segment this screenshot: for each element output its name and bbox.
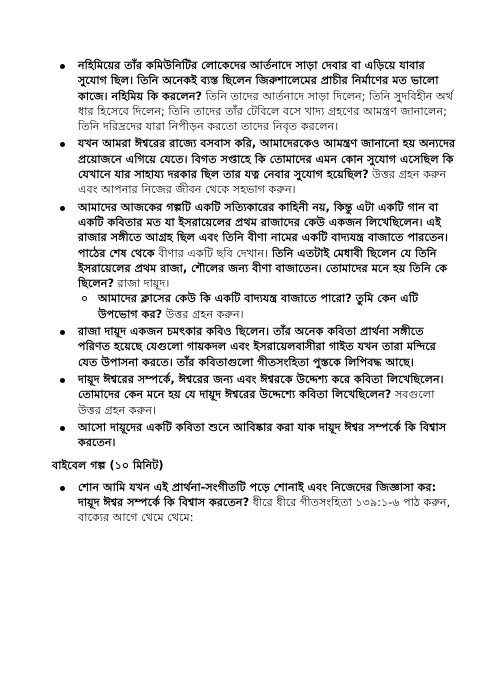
item-bold-text: শোন আমি যখন এই প্রার্থনা-সংগীতটি পড়ে শোনাই এবং নিজেদের জিজ্ঞাসা কর: দায়ূদ ঈশ্বর সম্পর্কে কি বিশ্বাস করতেন?	[78, 480, 437, 510]
item-bold-text: আমাদের ক্লাসের কেউ কি একটি বাদ্যযন্ত্র বাজাতে পারো? তুমি কেন এটি উপভোগ কর?	[98, 292, 419, 321]
bullet-icon	[60, 426, 65, 431]
list-item	[58, 200, 457, 322]
item-bold-text: দায়ূদ ঈশ্বরের সম্পর্কে, ঈশ্বরের জন্য এবং ঈশ্বরকে উদ্দেশ্য করে কবিতা লিখেছিলেন। তোমাদের কেন মনে হয় যে দায়ূদ ঈশ্বরের উদ্দেশ্যে কবিতা লিখেছিলেন?	[78, 372, 444, 402]
list-item	[58, 324, 457, 370]
discussion-list	[58, 58, 457, 450]
item-regular-text: সবগুলো উত্তর গ্রহন করুন।	[78, 388, 435, 417]
item-regular-text: বীণার একটি ছবি দেখান।	[154, 246, 269, 260]
list-item	[58, 372, 457, 418]
list-item	[58, 58, 457, 134]
item-regular-text: উত্তর গ্রহন করুন।	[162, 307, 244, 321]
item-bold-text: আসো দায়ূদের একটি কবিতা শুনে আবিষ্কার করা যাক দায়ূদ ঈশ্বর সম্পর্কে কি বিশ্বাস করতেন।	[78, 420, 447, 450]
bullet-icon	[60, 378, 65, 383]
sub-list	[78, 291, 457, 322]
item-bold-text: নহিমিয়ের তাঁর কমিউনিটির লোকেদের আর্তনাদে সাড়া দেবার বা এড়িয়ে যাবার সুযোগ ছিল। তিনি অনেকই ব্যস্ত ছিলেন জিরুশালেমের প্রাচীর নির্মাণের মত ভালো কাজে। নহিমিয় কি করলেন?	[78, 59, 439, 103]
section-heading: বাইবেল গল্প (১০ মিনিট)	[52, 459, 164, 473]
list-item	[58, 420, 457, 451]
item-regular-text: রাজা দায়ূদ।	[113, 277, 170, 291]
bullet-icon	[60, 64, 65, 69]
item-bold-text: রাজা দায়ূদ একজন চমৎকার কবিও ছিলেন। তাঁর অনেক কবিতা প্রার্থনা সঙ্গীতে পরিণত হয়েছে যেগুলো গায়কদল এবং ইসরায়েলবাসীরা গাইত যখন তারা মন্দিরে যেত উপাসনা করতে। তাঁর কবিতাগুলো গীতসংহিতা পুস্তকে লিপিবদ্ধ আছে।	[78, 325, 436, 369]
bullet-icon	[60, 206, 65, 211]
list-item	[58, 480, 457, 526]
bullet-icon	[60, 142, 65, 147]
sub-list-item	[78, 291, 457, 322]
item-regular-text: তিনি তাদের আর্তনাদে সাড়া দিলেন; তিনি সুদবিহীন অর্থ ধার হিসেবে দিলেন; তিনি তাদের তাঁর টেবিলে বসে খাদ্য গ্রহণের আমন্ত্রণ জানালেন; তিনি দরিদ্রদের যারা নিপীড়ন করতো তাদের নিবৃত করলেন।	[78, 89, 453, 134]
hollow-bullet-icon	[82, 296, 87, 301]
bullet-icon	[60, 330, 65, 335]
list-item	[58, 136, 457, 197]
bible-story-list	[58, 480, 457, 526]
item-bold-text: আমাদের আজকের গল্পটি একটি সত্যিকারের কাহিনী নয়, কিন্তু এটা একটি গান বা একটি কবিতার মত যা ইসরায়েলের প্রথম রাজাদের কেউ একজন লিখেছিলেন। এই রাজার সঙ্গীতে আগ্রহ ছিল এবং তিনি বীণা নামের একটি বাদ্যযন্ত্র বাজাতে পারতেন। পাঠের শেষ থেকে	[78, 200, 449, 260]
item-regular-text: ধীরে ধীরে গীতসংহিতা ১৩৯:১-৬ পাঠ করুন, বাক্যের আগে থেমে থেমে:	[78, 496, 451, 525]
bullet-icon	[60, 486, 65, 491]
item-regular-text: উত্তর গ্রহন করুন এবং আপনার নিজের জীবন থেকে সহভাগ করুন।	[78, 168, 447, 197]
item-bold-text: তিনি এতটাই মেধাবী ছিলেন যে তিনি ইসরায়েলের প্রথম রাজা, শৌলের জন্য বীণা বাজাতেন। তোমাদের মনে হয় তিনি কে ছিলেন?	[78, 246, 448, 291]
item-bold-text: যখন আমরা ঈশ্বরের রাজ্যে বসবাস করি, আমাদেরকেও আমন্ত্রণ জানানো হয় অন্যদের প্রয়োজনে এগিয়ে যেতে। বিগত সপ্তাহে কি তোমাদের এমন কোন সুযোগ এসেছিল কি যেখানে যার সাহায্য দরকার ছিল তার যত্ন নেবার সুযোগ হয়েছিল?	[78, 137, 456, 182]
